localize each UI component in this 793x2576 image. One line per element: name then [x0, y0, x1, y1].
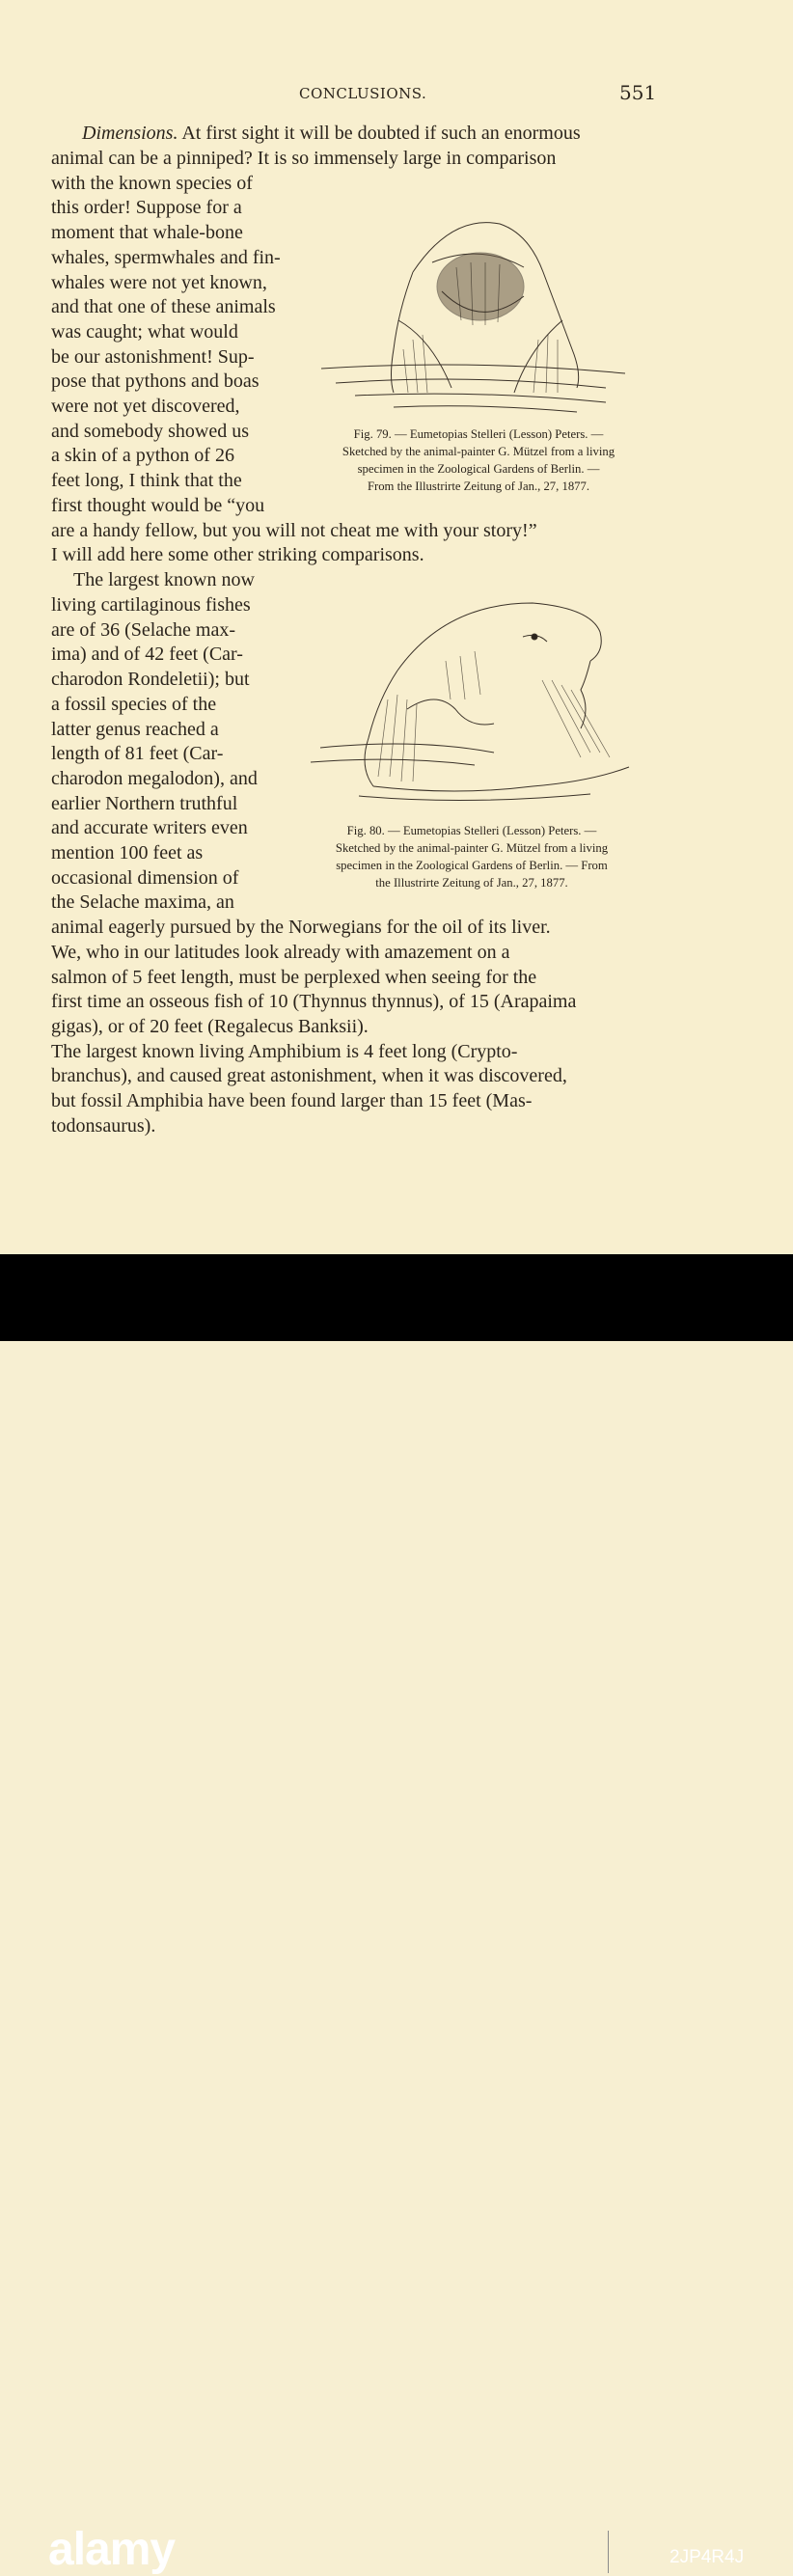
caption-line: the Illustrirte Zeitung of Jan., 27, 1877. — [375, 876, 568, 890]
text-line: are a handy fellow, but you will not cheat me with your story!” — [51, 519, 537, 541]
text-line: The largest known now — [73, 569, 255, 590]
divider — [608, 2531, 609, 2573]
watermark-bar — [0, 1254, 793, 2575]
text-line: whales, spermwhales and fin- — [51, 246, 281, 268]
dimensions-heading: Dimensions. — [82, 123, 178, 144]
text-line: were not yet discovered, — [51, 396, 240, 418]
text-line: pose that pythons and boas — [51, 370, 260, 393]
text-line: are of 36 (Selache max- — [51, 618, 236, 641]
paragraph-dimensions — [82, 122, 581, 147]
text-line: At first sight it will be doubted if such an enormous — [178, 123, 581, 144]
text-line: I will add here some other striking comparisons. — [51, 544, 424, 566]
running-header: CONCLUSIONS. — [299, 85, 427, 102]
text-line: latter genus reached a — [51, 718, 219, 740]
text-line: earlier Northern truthful — [51, 792, 238, 814]
text-line: mention 100 feet as — [51, 842, 204, 864]
figure-80-caption — [284, 822, 660, 891]
text-line: animal eagerly pursued by the Norwegians for the oil of its liver. — [51, 917, 551, 939]
text-line: moment that whale-bone — [51, 222, 243, 244]
text-line: todonsaurus). — [51, 1114, 156, 1137]
text-line: but fossil Amphibia have been found larger than 15 feet (Mas- — [51, 1090, 533, 1112]
text-line: ima) and of 42 feet (Car- — [51, 644, 243, 666]
text-line: charodon megalodon), and — [51, 767, 258, 789]
image-id: 2JP4R4J — [670, 2547, 745, 2567]
figure-79-sea-lion-illustration — [316, 205, 635, 422]
caption-line: Sketched by the animal-painter G. Mützel from a living — [342, 445, 615, 458]
text-line: a fossil species of the — [51, 693, 217, 715]
figure-79-caption — [295, 425, 662, 495]
text-line: with the known species of — [51, 172, 253, 194]
caption-line: Fig. 80. — Eumetopias Stelleri (Lesson) Peters. — — [346, 824, 597, 837]
text-line: branchus), and caused great astonishment, when it was discovered, — [51, 1065, 567, 1087]
caption-line: specimen in the Zoological Gardens of Berlin. — — [357, 462, 600, 476]
text-line: was caught; what would — [51, 320, 238, 343]
text-line: salmon of 5 feet length, must be perplexed when seeing for the — [51, 966, 537, 988]
text-line: living cartilaginous fishes — [51, 594, 251, 616]
text-line: We, who in our latitudes look already with amazement on a — [51, 941, 510, 963]
caption-line: Sketched by the animal-painter G. Mützel from a living — [335, 841, 609, 855]
text-block-2-indented — [73, 568, 255, 593]
text-line: gigas), or of 20 feet (Regalecus Banksii). — [51, 1015, 369, 1037]
text-line: this order! Suppose for a — [51, 197, 242, 219]
text-line: and that one of these animals — [51, 296, 276, 318]
figure-80-sea-lion-illustration — [301, 593, 639, 815]
text-line: a skin of a python of 26 — [51, 445, 234, 467]
text-line: length of 81 feet (Car- — [51, 743, 224, 765]
text-line: animal can be a pinniped? It is so immensely large in comparison — [51, 148, 557, 169]
book-page — [0, 0, 793, 1254]
text-line: the Selache maxima, an — [51, 891, 234, 914]
text-line: charodon Rondeletii); but — [51, 669, 250, 691]
caption-line: Fig. 79. — Eumetopias Stelleri (Lesson) Peters. — — [353, 427, 604, 441]
caption-line: From the Illustrirte Zeitung of Jan., 27, 1877. — [367, 480, 590, 493]
text-line: first time an osseous fish of 10 (Thynnus thynnus), of 15 (Arapaima — [51, 991, 577, 1013]
text-line: and somebody showed us — [51, 420, 249, 442]
page-number: 551 — [619, 81, 657, 104]
text-line: feet long, I think that the — [51, 470, 242, 492]
alamy-logo: alamy — [48, 2524, 176, 2575]
text-line: be our astonishment! Sup- — [51, 345, 255, 368]
caption-line: specimen in the Zoological Gardens of Berlin. — From — [336, 859, 608, 872]
text-line: first thought would be “you — [51, 494, 265, 516]
text-line: and accurate writers even — [51, 817, 248, 839]
text-line: occasional dimension of — [51, 866, 239, 889]
text-line: The largest known living Amphibium is 4 feet long (Crypto- — [51, 1040, 518, 1062]
text-line: whales were not yet known, — [51, 271, 267, 293]
